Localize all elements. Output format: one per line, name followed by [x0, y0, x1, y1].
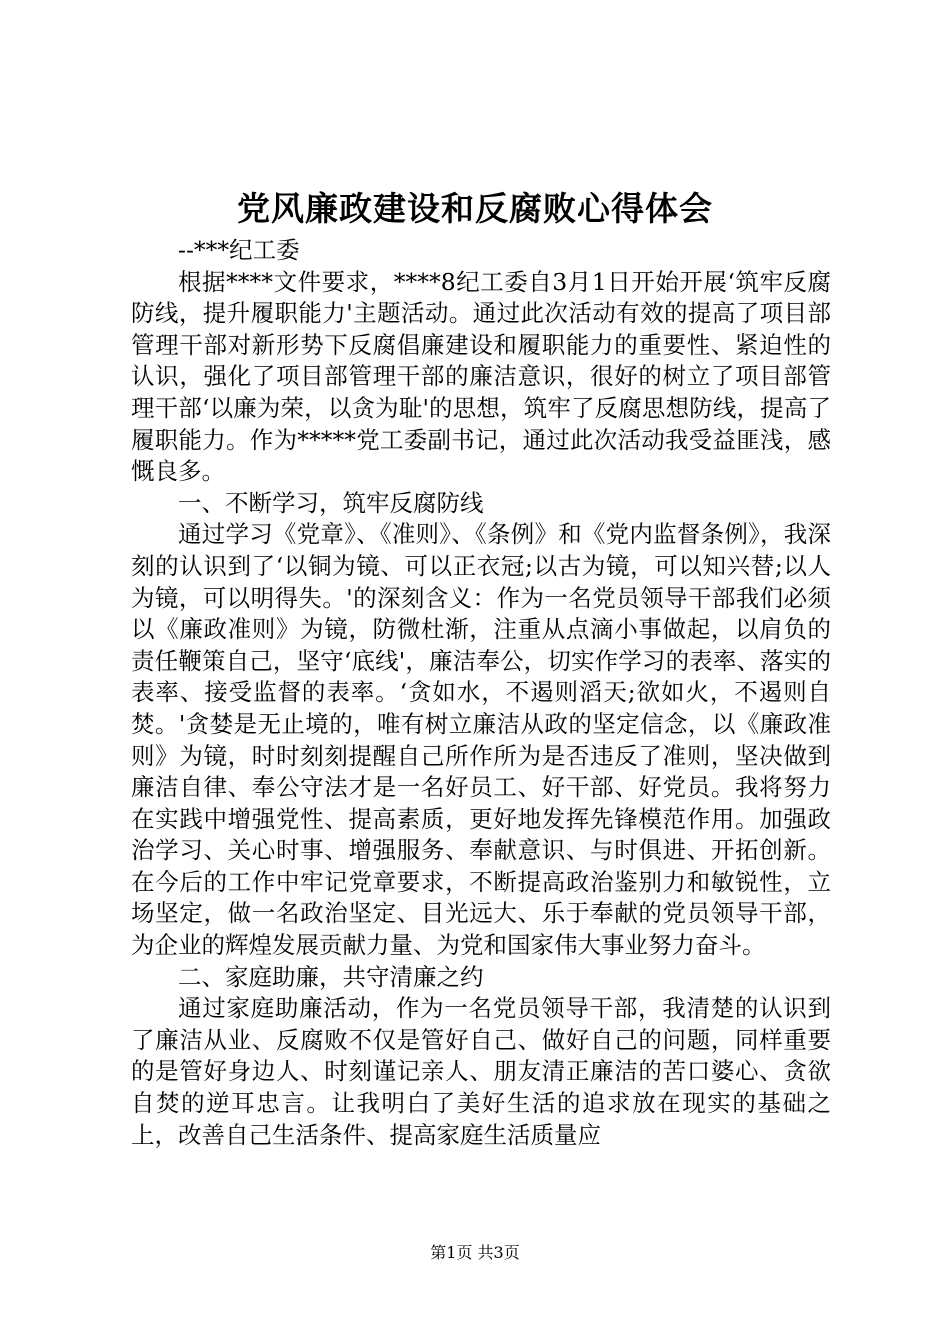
paragraph-section-2: 通过家庭助廉活动，作为一名党员领导干部，我清楚的认识到了廉洁从业、反腐败不仅是管好自己、做好自己的问题，同样重要的是管好身边人、时刻谨记亲人、朋友清正廉洁的苦口婆心、贪欲自焚的逆耳忠言。让我明白了美好生活的追求放在现实的基础之上，改善自己生活条件、提高家庭生活质量应 [131, 994, 831, 1149]
byline: --***纪工委 [178, 236, 300, 264]
document-body [131, 235, 831, 1151]
section-heading-2: 二、家庭助廉，共守清廉之约 [178, 962, 484, 991]
page-number-footer: 第1页 共3页 [430, 1243, 520, 1262]
paragraph-intro: 根据****文件要求，****8纪工委自3月1日开始开展‘筑牢反腐防线，提升履职能力'主题活动。通过此次活动有效的提高了项目部管理干部对新形势下反腐倡廉建设和履职能力的重要性、紧迫性的认识，强化了项目部管理干部的廉洁意识，很好的树立了项目部管理干部‘以廉为荣，以贪为耻'的思想，筑牢了反腐思想防线，提高了履职能力。作为*****党工委副书记，通过此次活动我受益匪浅，感慨良多。 [131, 267, 831, 486]
document-title: 党风廉政建设和反腐败心得体会 [237, 189, 713, 228]
paragraph-section-1: 通过学习《党章》、《准则》、《条例》和《党内监督条例》，我深刻的认识到了‘以铜为镜、可以正衣冠;以古为镜，可以知兴替;以人为镜，可以明得失。'的深刻含义：作为一名党员领导干部我们必须以《廉政准则》为镜，防微杜渐，注重从点滴小事做起，以肩负的责任鞭策自己，坚守‘底线'，廉洁奉公，切实作学习的表率、落实的表率、接受监督的表率。‘贪如水，不遏则滔天;欲如火，不遏则自焚。'贪婪是无止境的，唯有树立廉洁从政的坚定信念，以《廉政准则》为镜，时时刻刻提醒自己所作所为是否违反了准则，坚决做到廉洁自律、奉公守法才是一名好员工、好干部、好党员。我将努力在实践中增强党性、提高素质，更好地发挥先锋模范作用。加强政治学习、关心时事、增强服务、奉献意识、与时俱进、开拓创新。在今后的工作中牢记党章要求，不断提高政治鉴别力和敏锐性，立场坚定，做一名政治坚定、目光远大、乐于奉献的党员领导干部，为企业的辉煌发展贡献力量、为党和国家伟大事业努力奋斗。 [131, 520, 831, 960]
section-heading-1: 一、不断学习，筑牢反腐防线 [178, 488, 484, 517]
